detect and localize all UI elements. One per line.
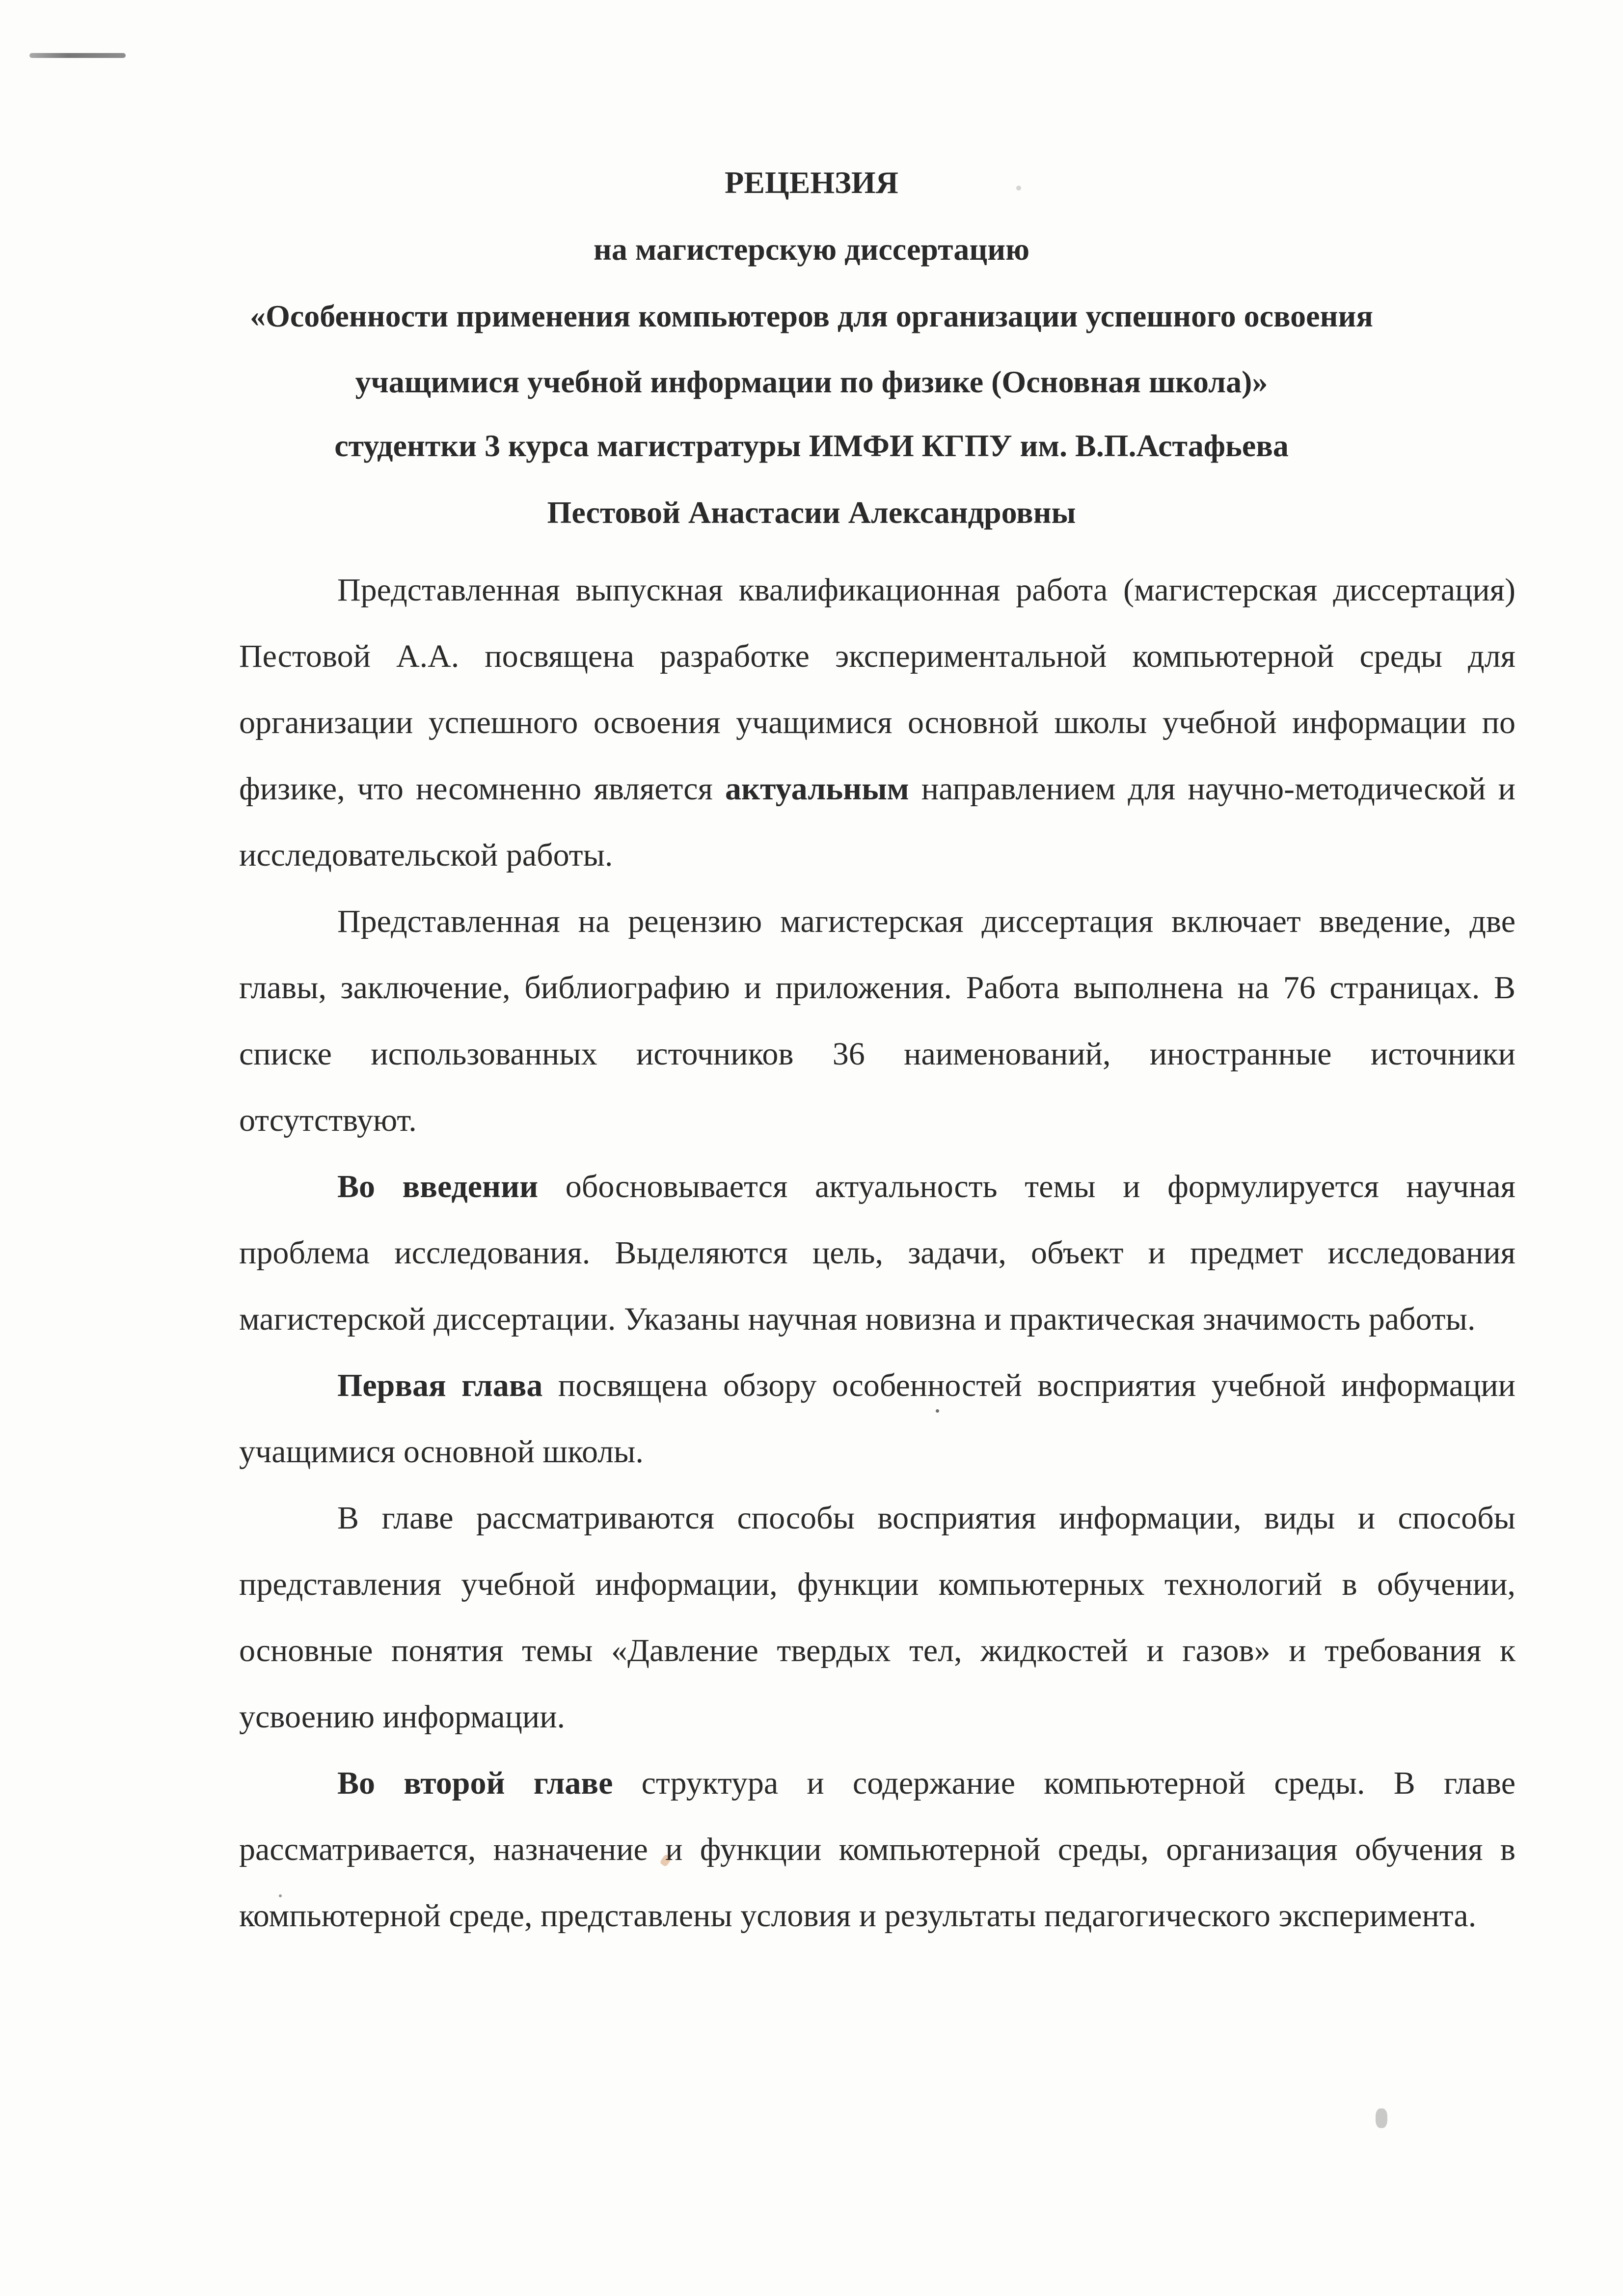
paragraph-emphasis: Во второй главе: [337, 1765, 613, 1801]
paragraph-emphasis: Первая глава: [337, 1367, 543, 1403]
paragraph-relevance: [239, 557, 1515, 888]
paragraph-introduction: [239, 1153, 1515, 1352]
document-title: РЕЦЕНЗИЯ: [725, 165, 898, 200]
paragraph-text: направлением для научно-методической и исследовательской работы.: [239, 771, 1515, 873]
student-info: студентки 3 курса магистратуры ИМФИ КГПУ им. В.П.Астафьева: [334, 428, 1289, 463]
document-subtitle: на магистерскую диссертацию: [594, 232, 1029, 267]
paragraph-chapter-two: [239, 1750, 1515, 1949]
review-body: [239, 557, 1515, 1949]
scan-artifact-line: [29, 53, 126, 58]
paragraph-structure: [239, 888, 1515, 1153]
student-name: Пестовой Анастасии Александровны: [547, 495, 1076, 530]
paragraph-chapter-one-details: [239, 1485, 1515, 1750]
paragraph-text: Представленная выпускная квалификационная работа (магистерская диссертация) Пестовой А.А. посвящена разработке экспериментальной компьютерной среды для организации успешного освоения учащимися основной школы учебной информации по физике, что несомненно является: [239, 572, 1515, 807]
paragraph-text: В главе рассматриваются способы восприятия информации, виды и способы представления учебной информации, функции компьютерных технологий в обучении, основные понятия темы «Давление твердых тел, жидкостей и газов» и требования к усвоению информации.: [239, 1500, 1515, 1735]
paragraph-text: посвящена обзору особенностей восприятия учебной информации учащимися основной школы.: [239, 1367, 1515, 1470]
paragraph-emphasis: актуальным: [725, 771, 909, 807]
scan-speck: [1376, 2108, 1387, 2128]
paragraph-text: структура и содержание компьютерной среды. В главе рассматривается, назначение и функции компьютерной среды, организация обучения в компьютерной среде, представлены условия и результаты педагогического эксперимента.: [239, 1765, 1515, 1934]
paragraph-chapter-one: [239, 1352, 1515, 1485]
paragraph-text: обосновывается актуальность темы и формулируется научная проблема исследования. Выделяются цель, задачи, объект и предмет исследования магистерской диссертации. Указаны научная новизна и практическая значимость работы.: [239, 1169, 1515, 1337]
paragraph-text: Представленная на рецензию магистерская диссертация включает введение, две главы, заключение, библиографию и приложения. Работа выполнена на 76 страницах. В списке использованных источников 36 наименований, иностранные источники отсутствуют.: [239, 903, 1515, 1138]
thesis-title-line-2: учащимися учебной информации по физике (Основная школа)»: [355, 364, 1268, 399]
paragraph-emphasis: Во введении: [337, 1169, 539, 1204]
thesis-title-line-1: «Особенности применения компьютеров для организации успешного освоения: [250, 299, 1373, 333]
